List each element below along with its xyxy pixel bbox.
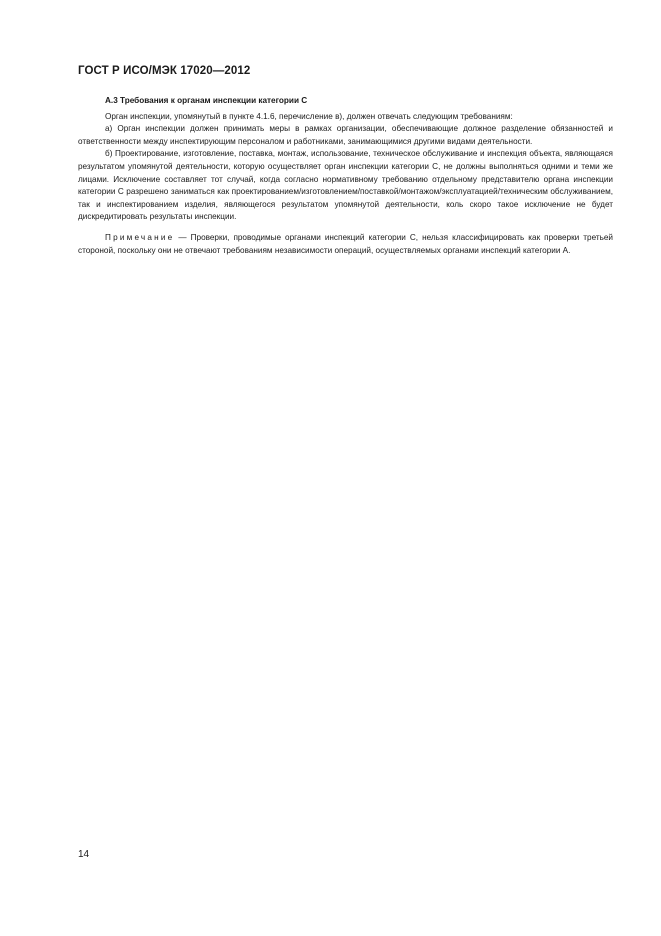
section-paragraph-a: а) Орган инспекции должен принимать меры в рамках организации, обеспечивающие должное разделение обязанностей и ответственности между инспектирующим персоналом и работниками, занимающимися другими видами деятельности. [78,124,613,146]
section-title: А.3 Требования к органам инспекции категории С [105,96,308,105]
standard-code-header: ГОСТ Р ИСО/МЭК 17020—2012 [78,65,251,77]
section-paragraph-b: б) Проектирование, изготовление, поставка, монтаж, использование, техническое обслуживание и инспекция объекта, являющаяся результатом упомянутой деятельности, которую осуществляет орган инспекции категории С, не должны выполняться одними и теми же лицами. Исключение составляет тот случай, когда согласно нормативному требованию отдельному представителю органа инспекции категории С разрешено заниматься как проектированием/изготовлением/поставкой/монтажом/эксплуатацией/техническим обслуживанием, так и инспектированием изделия, являющегося результатом упомянутой деятельности, коль скоро такое исключение не будет дискредитировать результаты инспекции. [78,149,613,222]
note-label: Примечание [105,232,175,242]
section-content [78,95,613,257]
note-paragraph [78,232,613,257]
page-number: 14 [78,849,90,860]
note-text: — Проверки, проводимые органами инспекций категории С, нельзя классифицировать как проверки третьей стороной, поскольку они не отвечают требованиям независимости операций, осуществляемых органами инспекций категории А. [78,232,613,255]
section-paragraph-intro: Орган инспекции, упомянутый в пункте 4.1.6, перечисление в), должен отвечать следующим требованиям: [105,111,513,121]
